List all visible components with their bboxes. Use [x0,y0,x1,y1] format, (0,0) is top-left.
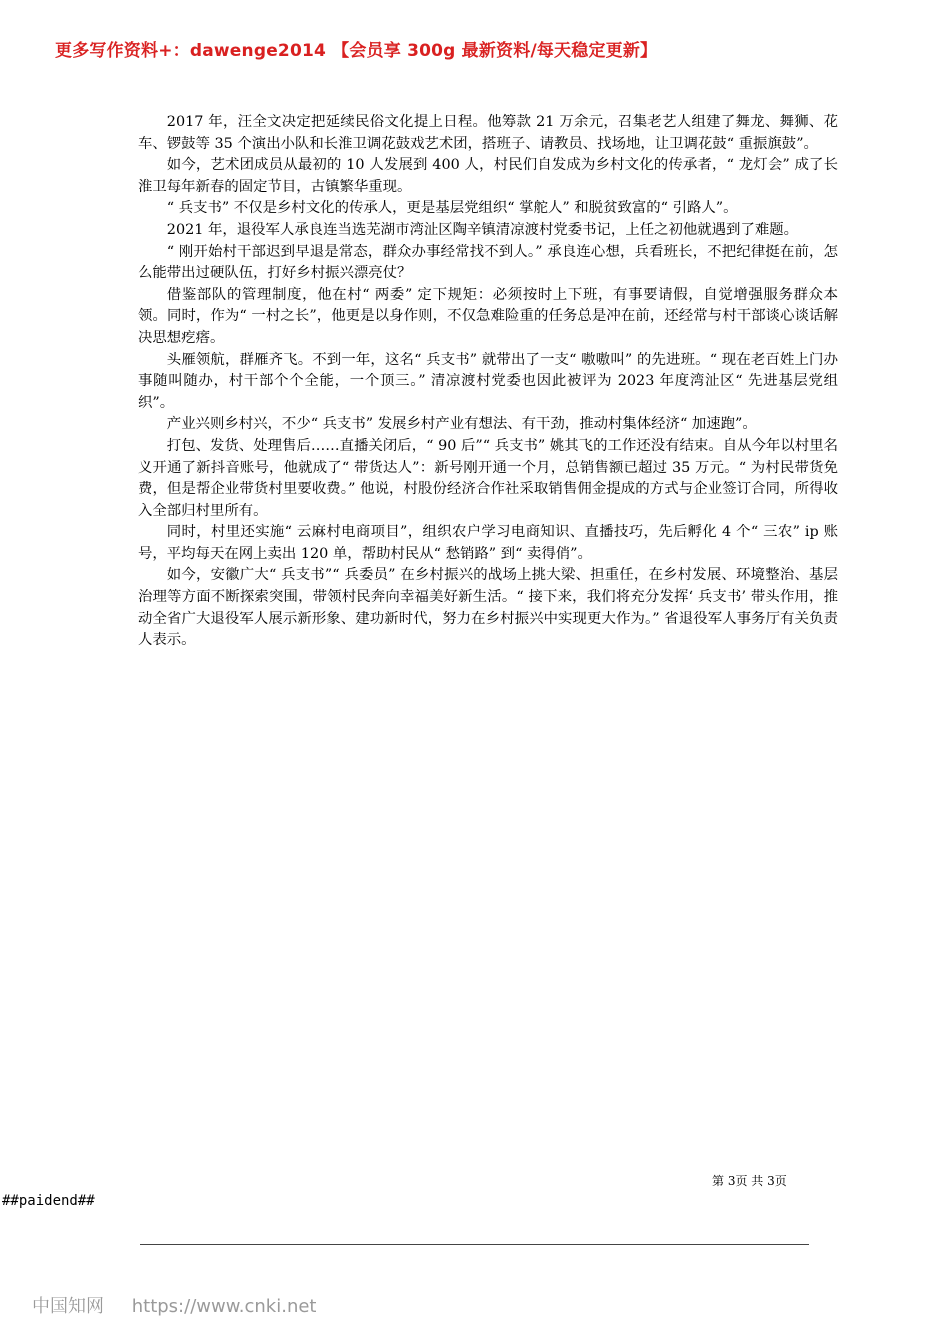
page-number: 第 3页 共 3页 [712,1174,787,1188]
paragraph: 头雁领航，群雁齐飞。不到一年，这名“ 兵支书” 就带出了一支“ 嗷嗷叫” 的先进班。“ 现在老百姓上门办事随叫随办，村干部个个全能，一个顶三。” 清凉渡村党委也因此被评为 2023 年度湾沚区“ 先进基层党组织”。 [138,351,838,411]
promo-banner: 更多写作资料+：dawenge2014 【会员享 300g 最新资料/每天稳定更新】 [55,41,658,61]
paragraph: 如今，安徽广大“ 兵支书”“ 兵委员” 在乡村振兴的战场上挑大梁、担重任，在乡村发展、环境整治、基层治理等方面不断探索突围，带领村民奔向幸福美好新生活。“ 接下来，我们将充分发挥‘ 兵支书’ 带头作用，推动全省广大退役军人展示新形象、建功新时代，努力在乡村振兴中实现更大作为。” 省退役军人事务厅有关负责人表示。 [138,567,838,649]
watermark-brand: 中国知网 [32,1296,104,1317]
paragraph: “ 刚开始村干部迟到早退是常态，群众办事经常找不到人。” 承良连心想，兵看班长，不把纪律挺在前，怎么能带出过硬队伍，打好乡村振兴漂亮仗？ [138,243,838,282]
footer-divider [140,1244,809,1245]
cnki-watermark [32,1292,316,1318]
paragraph: “ 兵支书” 不仅是乡村文化的传承人，更是基层党组织“ 掌舵人” 和脱贫致富的“ 引路人”。 [166,200,738,217]
article-body [138,112,838,652]
paragraph: 产业兴则乡村兴，不少“ 兵支书” 发展乡村产业有想法、有干劲，推动村集体经济“ 加速跑”。 [166,416,757,433]
watermark-url: https://www.cnki.net [131,1296,317,1317]
paragraph: 打包、发货、处理售后……直播关闭后，“ 90 后”“ 兵支书” 姚其飞的工作还没有结束。自从今年以村里名义开通了新抖音账号，他就成了“ 带货达人”：新号刚开通一个月，总销售额已超过 35 万元。“ 为村民带货免费，但是帮企业带货村里要收费。” 他说，村股份经济合作社采取销售佣金提成的方式与企业签订合同，所得收入全部归村里所有。 [138,437,838,519]
paragraph: 同时，村里还实施“ 云麻村电商项目”，组织农户学习电商知识、直播技巧，先后孵化 4 个“ 三农” ip 账号，平均每天在网上卖出 120 单，帮助村民从“ 愁销路” 到“ 卖得俏”。 [138,524,838,562]
paragraph: 2017 年，汪全文决定把延续民俗文化提上日程。他筹款 21 万余元，召集老艺人组建了舞龙、舞狮、花车、锣鼓等 35 个演出小队和长淮卫调花鼓戏艺术团，搭班子、请教员、找场地，让卫调花鼓“ 重振旗鼓”。 [138,114,838,152]
paragraph: 如今，艺术团成员从最初的 10 人发展到 400 人，村民们自发成为乡村文化的传承者，“ 龙灯会” 成了长淮卫每年新春的固定节目，古镇繁华重现。 [138,157,838,195]
paragraph: 借鉴部队的管理制度，他在村“ 两委” 定下规矩：必须按时上下班，有事要请假，自觉增强服务群众本领。同时，作为“ 一村之长”，他更是以身作则，不仅急难险重的任务总是冲在前，还经常与村干部谈心谈话解决思想疙瘩。 [138,286,838,346]
paid-end-marker: ##paidend## [2,1193,95,1209]
paragraph: 2021 年，退役军人承良连当选芜湖市湾沚区陶辛镇清凉渡村党委书记，上任之初他就遇到了难题。 [166,221,799,238]
